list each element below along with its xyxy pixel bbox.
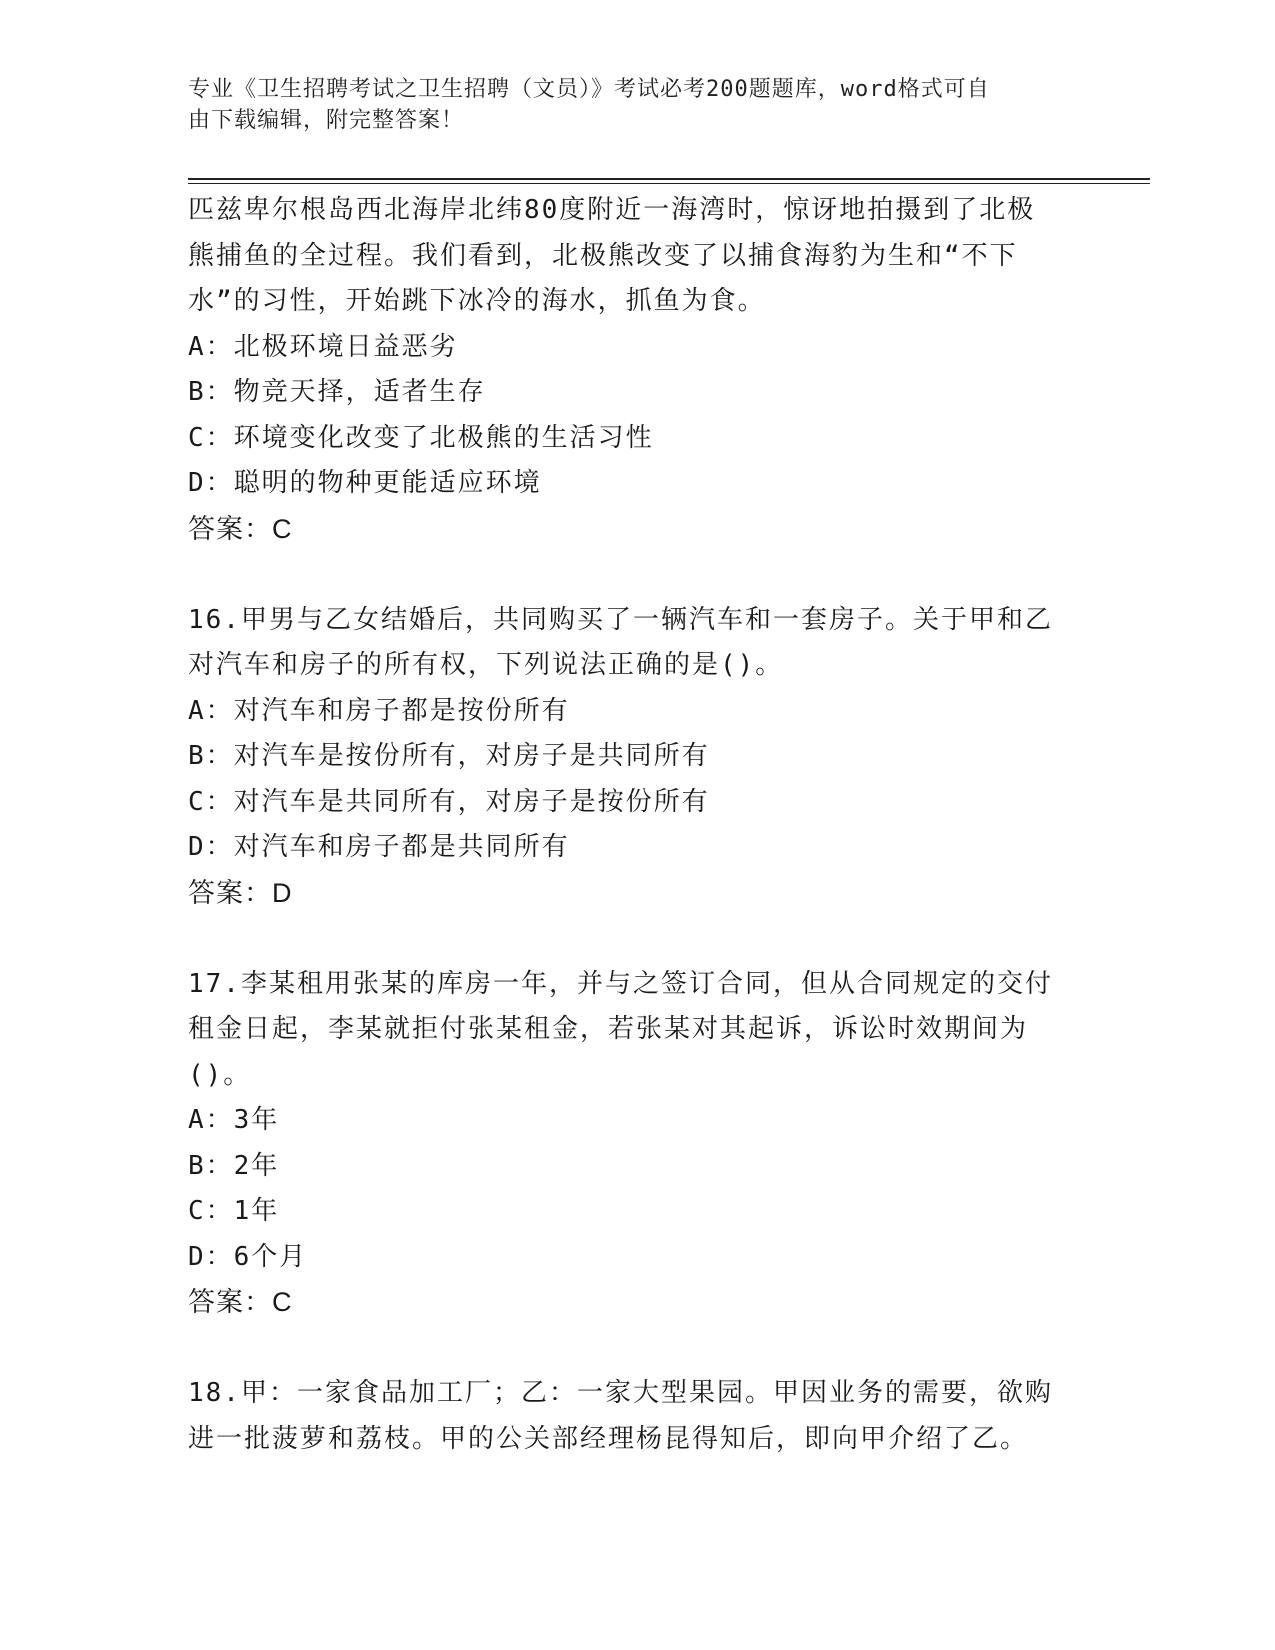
question-16	[188, 598, 1088, 917]
option-d: D：对汽车和房子都是共同所有	[188, 832, 570, 862]
question-text-line: 进一批菠萝和荔枝。甲的公关部经理杨昆得知后，即向甲介绍了乙。	[188, 1423, 1029, 1454]
spacer	[188, 552, 1088, 598]
question-text-line: 对汽车和房子的所有权，下列说法正确的是()。	[188, 650, 784, 680]
question-text-line: 熊捕鱼的全过程。我们看到，北极熊改变了以捕食海豹为生和“不下	[188, 240, 1018, 271]
question-text-line: 18.甲：一家食品加工厂；乙：一家大型果园。甲因业务的需要，欲购	[188, 1378, 1053, 1408]
answer-line: 答案：C	[188, 1287, 293, 1317]
option-b: B：物竞天择，适者生存	[188, 377, 486, 407]
option-d: D：6个月	[188, 1241, 308, 1272]
option-a: A：3年	[188, 1105, 280, 1135]
header-line-1: 专业《卫生招聘考试之卫生招聘（文员）》考试必考200题题库，word格式可自	[188, 77, 990, 102]
header-divider-thin	[188, 183, 1150, 184]
answer-line: 答案：C	[188, 513, 293, 544]
question-text-line: 匹兹卑尔根岛西北海岸北纬80度附近一海湾时，惊讶地拍摄到了北极	[188, 195, 1036, 225]
option-b: B：2年	[188, 1150, 280, 1181]
answer-line: 答案：D	[188, 877, 293, 908]
question-text-line: 租金日起，李某就拒付张某租金，若张某对其起诉，诉讼时效期间为	[188, 1014, 1029, 1044]
option-b: B：对汽车是按份所有，对房子是共同所有	[188, 741, 710, 771]
question-15	[188, 188, 1088, 552]
header-line-2: 由下载编辑，附完整答案！	[188, 108, 465, 133]
question-17	[188, 962, 1088, 1326]
page-header	[188, 74, 1068, 136]
question-text-line: 16.甲男与乙女结婚后，共同购买了一辆汽车和一套房子。关于甲和乙	[188, 604, 1053, 635]
document-body	[188, 188, 1088, 1462]
option-c: C：环境变化改变了北极熊的生活习性	[188, 422, 654, 453]
spacer	[188, 916, 1088, 962]
question-text-line: 水”的习性，开始跳下冰冷的海水，抓鱼为食。	[188, 286, 766, 316]
option-a: A：对汽车和房子都是按份所有	[188, 695, 570, 726]
question-text-line: 17.李某租用张某的库房一年，并与之签订合同，但从合同规定的交付	[188, 968, 1053, 999]
question-text-line: ()。	[188, 1059, 252, 1090]
option-d: D：聪明的物种更能适应环境	[188, 468, 542, 498]
option-c: C：对汽车是共同所有，对房子是按份所有	[188, 786, 710, 817]
header-divider-thick	[188, 178, 1150, 180]
option-c: C：1年	[188, 1196, 280, 1226]
option-a: A：北极环境日益恶劣	[188, 331, 458, 362]
question-18	[188, 1371, 1088, 1462]
spacer	[188, 1326, 1088, 1372]
